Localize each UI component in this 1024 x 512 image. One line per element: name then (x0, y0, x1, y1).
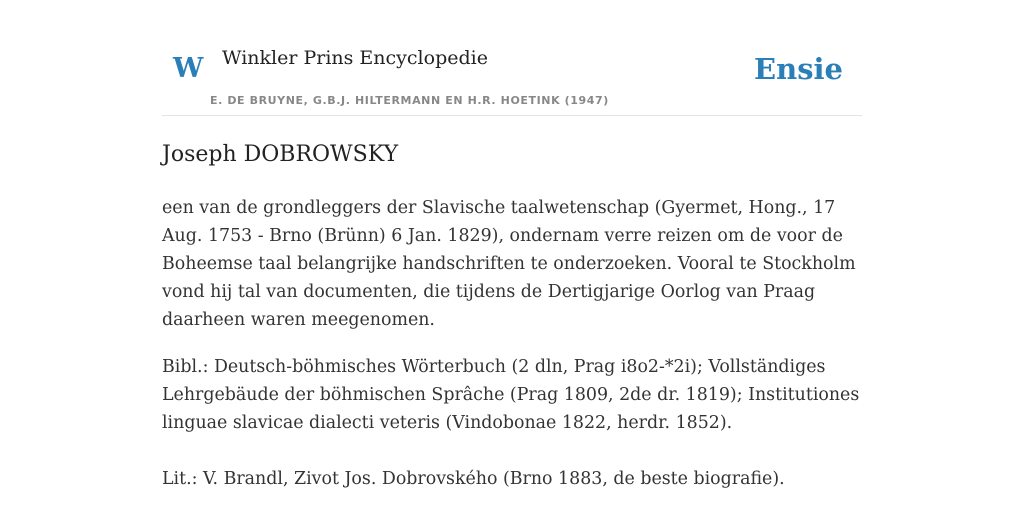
header (162, 0, 862, 116)
entry-paragraph-literature: Lit.: V. Brandl, Zivot Jos. Dobrovského (Brno 1883, de beste biografie). (162, 469, 785, 489)
page (162, 0, 862, 512)
article (162, 139, 862, 493)
entry-paragraph-description: een van de grondleggers der Slavische taalwetenschap (Gyermet, Hong., 17 Aug. 1753 - Brno (Brünn) 6 Jan. 1829), ondernam verre reizen om de voor de Boheemse taal belangrijke handschriften te onderzoeken. Vooral te Stockholm vond hij tal van documenten, die tijdens de Dertigjarige Oorlog van Praag daarheen waren meegenomen. (162, 198, 856, 330)
encyclopedia-title[interactable]: Winkler Prins Encyclopedie (222, 47, 488, 69)
encyclopedia-logo[interactable]: W (173, 53, 204, 84)
entry-paragraph-bibliography: Bibl.: Deutsch-böhmisches Wörterbuch (2 dln, Prag i8o2-*2i); Vollständiges Lehrgebäude der böhmischen Sprâche (Prag 1809, 2de dr. 1819); Institutiones linguae slavicae dialecti veteris (Vindobonae 1822, herdr. 1852). (162, 357, 860, 433)
entry-title: Joseph DOBROWSKY (162, 142, 399, 167)
encyclopedia-authors: E. DE BRUYNE, G.B.J. HILTERMANN EN H.R. HOETINK (1947) (210, 94, 609, 107)
ensie-logo[interactable]: Ensie (754, 52, 843, 86)
